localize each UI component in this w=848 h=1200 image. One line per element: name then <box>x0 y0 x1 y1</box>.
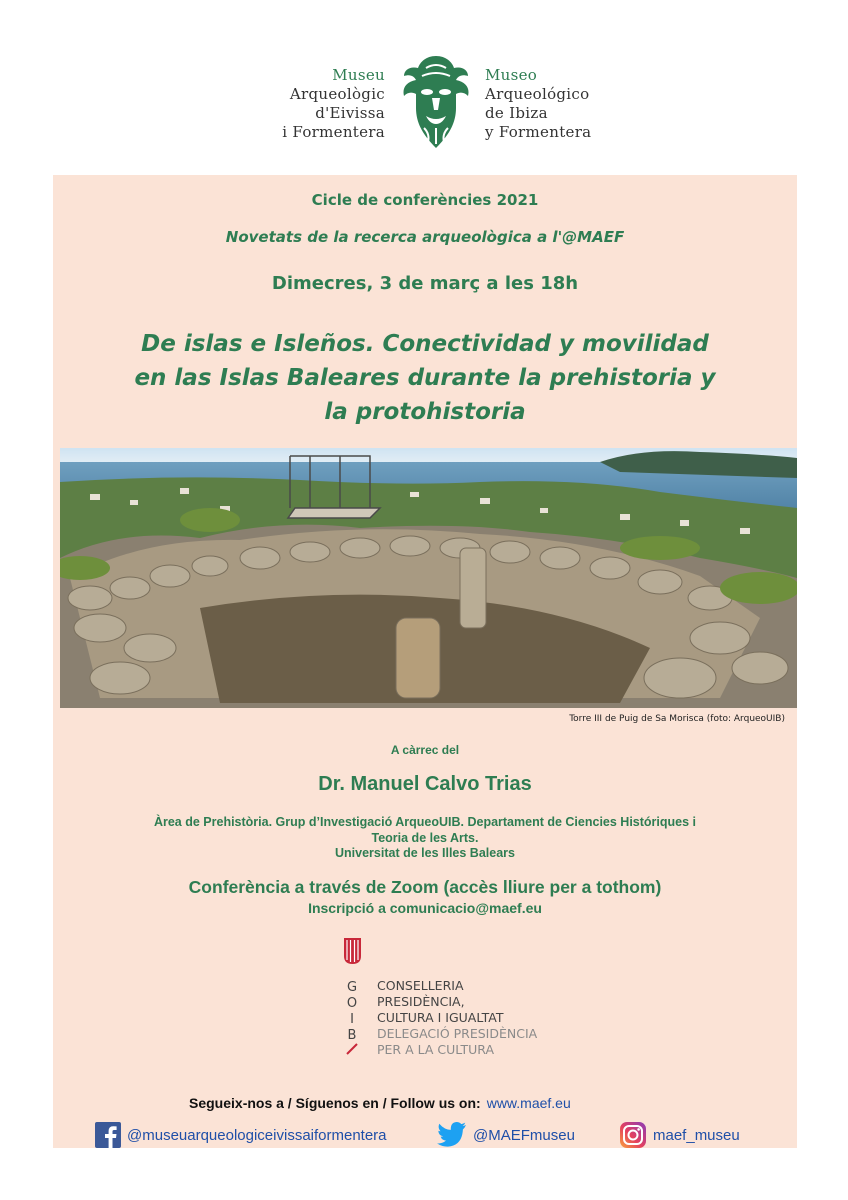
goib-line: CONSELLERIA <box>377 978 464 993</box>
twitter-link[interactable] <box>437 1122 575 1148</box>
logo-line: y Formentera <box>485 123 592 141</box>
website-link[interactable]: www.maef.eu <box>486 1095 571 1111</box>
event-date: Dimecres, 3 de març a les 18h <box>271 273 579 294</box>
goib-line: DELEGACIÓ PRESIDÈNCIA <box>377 1026 538 1041</box>
follow-label: Segueix-nos a / Síguenos en / Follow us on: <box>189 1095 481 1111</box>
goib-letters <box>344 980 360 1044</box>
goib-department <box>377 978 537 1058</box>
twitter-handle: @MAEFmuseu <box>473 1126 575 1144</box>
goib-letter: I <box>350 1012 354 1027</box>
logo-line: Arqueológico <box>485 85 590 103</box>
site-photo <box>60 448 797 708</box>
affiliation-line: Teoria de les Arts. <box>371 830 479 845</box>
speaker-affiliation <box>53 815 797 862</box>
instagram-handle: maef_museu <box>653 1126 740 1144</box>
lecture-title <box>53 327 797 429</box>
zoom-access: Conferència a través de Zoom (accès lliure per a tothom) <box>188 877 662 897</box>
goib-line: CULTURA I IGUALTAT <box>377 1010 504 1025</box>
follow-us <box>189 1095 571 1111</box>
logo-line: d'Eivissa <box>315 104 385 122</box>
goib-line: PER A LA CULTURA <box>377 1042 495 1057</box>
museum-logo <box>0 52 848 152</box>
goib-slash-icon <box>346 1043 358 1055</box>
goib-sponsor-logo <box>344 938 544 1058</box>
logo-text-catalan <box>282 66 385 142</box>
photo-caption: Torre III de Puig de Sa Morisca (foto: ArqueoUIB) <box>569 714 785 724</box>
logo-line: de Ibiza <box>485 104 548 122</box>
goib-letter: O <box>346 996 358 1011</box>
registration-email[interactable]: Inscripció a comunicacio@maef.eu <box>308 900 542 916</box>
goib-letter: G <box>346 980 358 995</box>
instagram-icon <box>619 1121 647 1149</box>
affiliation-line: Universitat de les Illes Balears <box>335 846 515 860</box>
bearded-mask-icon <box>396 52 476 152</box>
logo-line: Arqueològic <box>289 85 385 103</box>
goib-line: PRESIDÈNCIA, <box>377 994 465 1009</box>
event-panel <box>53 175 797 1148</box>
instagram-link[interactable] <box>619 1122 740 1148</box>
speaker-intro: A càrrec del <box>390 743 460 757</box>
title-line: en las Islas Baleares durante la prehistoria y <box>134 365 716 391</box>
series-subtitle: Novetats de la recerca arqueològica a l'@MAEF <box>225 228 625 246</box>
facebook-link[interactable] <box>95 1122 387 1148</box>
affiliation-line: Àrea de Prehistòria. Grup d’Investigació ArqueoUIB. Departament de Ciencies Históriques i <box>153 815 697 829</box>
title-line: la protohistoria <box>324 399 526 425</box>
facebook-icon <box>95 1122 121 1148</box>
goib-letter: B <box>347 1028 357 1043</box>
twitter-icon <box>437 1122 467 1148</box>
logo-line: i Formentera <box>282 123 385 141</box>
logo-line: Museo <box>485 66 538 84</box>
title-line: De islas e Isleños. Conectividad y movilidad <box>141 331 709 357</box>
logo-line: Museu <box>332 66 385 84</box>
facebook-handle: @museuarqueologiceivissaiformentera <box>127 1126 387 1144</box>
logo-text-spanish <box>485 66 591 142</box>
cycle-heading: Cicle de conferències 2021 <box>311 191 539 209</box>
goib-shield-icon <box>344 938 361 964</box>
speaker-name: Dr. Manuel Calvo Trias <box>318 773 532 795</box>
